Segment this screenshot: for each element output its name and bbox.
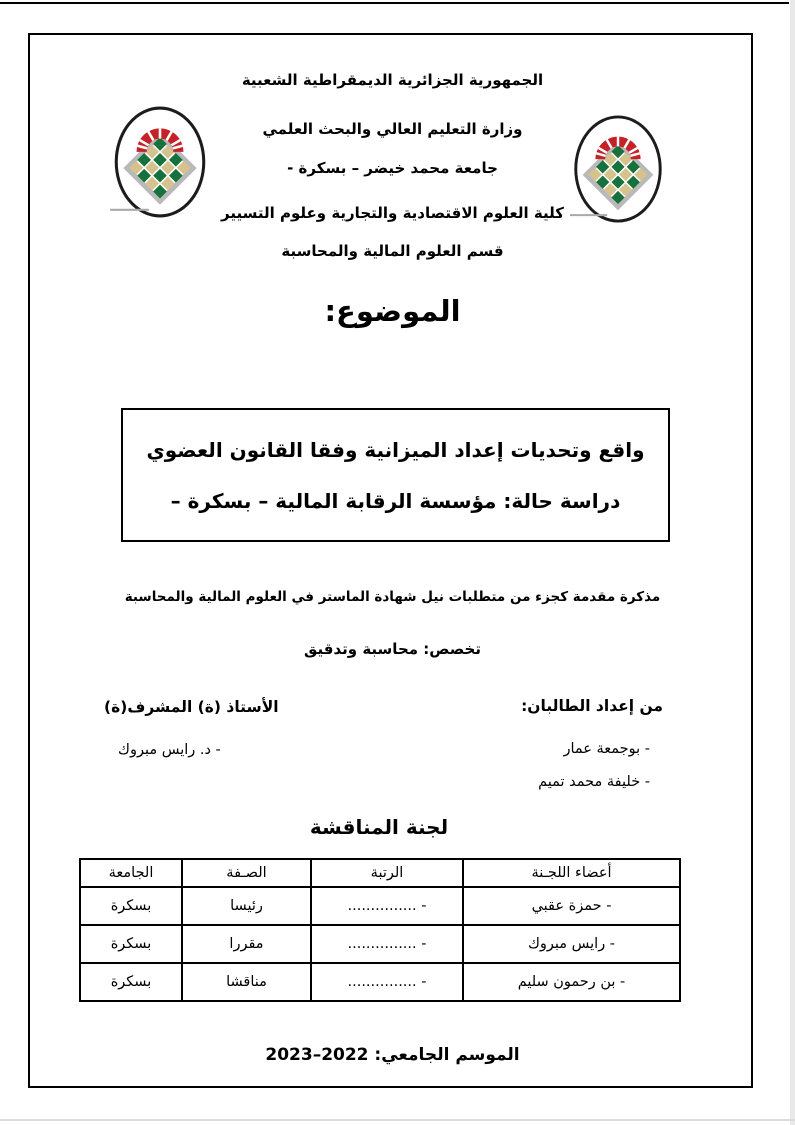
thesis-title-line1: واقع وتحديات إعداد الميزانية وفقا القانون العضوي: [146, 437, 645, 462]
supervisor-label: الأستاذ (ة) المشرف(ة): [104, 698, 279, 716]
university-line: جامعة محمد خيضر – بسكرة -: [287, 159, 498, 177]
page-edge-bottom: [0, 1119, 795, 1121]
specialty-line: تخصص: محاسبة وتدقيق: [304, 640, 481, 658]
preparers-label: من إعداد الطالبان:: [521, 697, 663, 715]
column-header-rank: الرتبة: [311, 859, 463, 887]
department-line: قسم العلوم المالية والمحاسبة: [281, 242, 504, 260]
university-logo-icon: [564, 113, 672, 225]
cell-role: مناقشا: [182, 963, 311, 1001]
cell-university: بسكرة: [80, 887, 182, 925]
supervisor-name: - د. رايس مبروك: [118, 742, 221, 758]
committee-heading: لجنة المناقشة: [309, 815, 449, 839]
thesis-title-line2: دراسة حالة: مؤسسة الرقابة المالية – بسكرة –: [170, 488, 621, 513]
cell-university: بسكرة: [80, 925, 182, 963]
committee-table: [79, 858, 681, 1002]
table-row: [80, 925, 680, 963]
cell-university: بسكرة: [80, 963, 182, 1001]
republic-line: الجمهورية الجزائرية الديمقراطية الشعبية: [241, 71, 544, 89]
column-header-members: أعضاء اللجـنة: [463, 859, 680, 887]
page-edge-right: [790, 0, 795, 1125]
student-name: - بوجمعة عمار: [563, 741, 650, 757]
table-row: [80, 963, 680, 1001]
student-name: - خليفة محمد تميم: [538, 774, 650, 790]
university-logo-icon: [104, 104, 216, 220]
faculty-line: كلية العلوم الاقتصادية والتجارية وعلوم التسيير: [221, 204, 564, 222]
cell-rank: - ...............: [311, 887, 463, 925]
cell-rank: - ...............: [311, 963, 463, 1001]
thesis-title-box: [121, 408, 670, 542]
academic-year: الموسم الجامعي: 2022–2023: [265, 1045, 520, 1065]
cell-rank: - ...............: [311, 925, 463, 963]
column-header-university: الجامعة: [80, 859, 182, 887]
column-header-role: الصـفة: [182, 859, 311, 887]
top-border-rule: [0, 2, 789, 4]
cell-member: - حمزة عقبي: [463, 887, 680, 925]
table-row: [80, 887, 680, 925]
table-header-row: [80, 859, 680, 887]
cell-member: - بن رحمون سليم: [463, 963, 680, 1001]
cell-member: - رايس مبروك: [463, 925, 680, 963]
subject-heading: الموضوع:: [324, 294, 461, 328]
cell-role: رئيسا: [182, 887, 311, 925]
cell-role: مقررا: [182, 925, 311, 963]
ministry-line: وزارة التعليم العالي والبحث العلمي: [262, 120, 523, 138]
thesis-note: مذكرة مقدمة كجزء من متطلبات نيل شهادة الماستر في العلوم المالية والمحاسبة: [124, 589, 661, 605]
